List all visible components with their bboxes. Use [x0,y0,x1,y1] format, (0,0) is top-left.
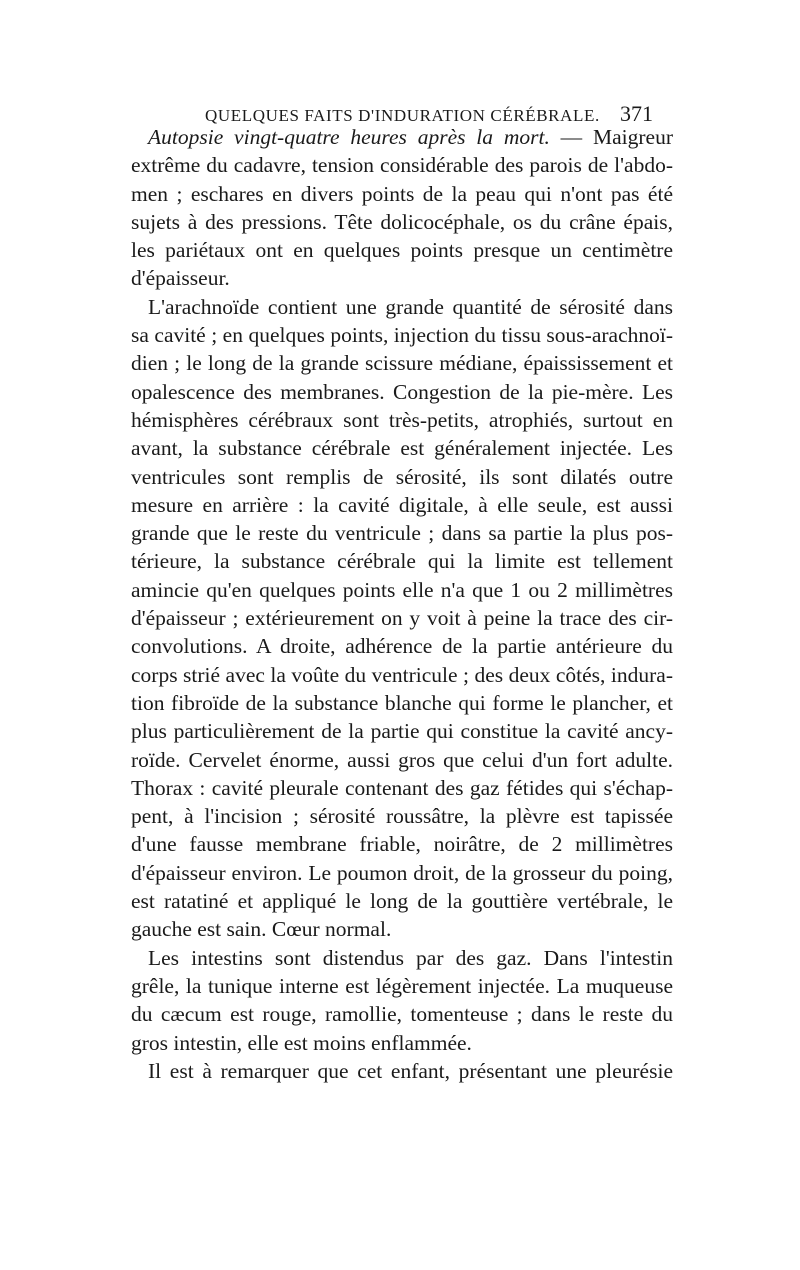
text-line: Les intestins sont distendus par des gaz. Dans l'intestin [148,945,673,970]
text-line [131,123,673,151]
text-line: roïde. Cervelet énorme, aussi gros que celui d'un fort adulte. [131,747,673,772]
text-line: convolutions. A droite, adhérence de la partie antérieure du [131,634,673,659]
text-line: d'épaisseur environ. Le poumon droit, de la grosseur du poing, [131,860,673,885]
italic-run: Autopsie vingt-quatre heures après la mort. [148,125,550,149]
text-line: d'épaisseur. [131,266,230,291]
text-line: dien ; le long de la grande scissure médiane, épaississement et [131,351,673,376]
text-line: opalescence des membranes. Congestion de la pie-mère. Les [131,379,673,404]
text-line: térieure, la substance cérébrale qui la limite est tellement [131,549,673,574]
text-line: est ratatiné et appliqué le long de la gouttière vertébrale, le [131,889,673,914]
text-line: grande que le reste du ventricule ; dans sa partie la plus pos- [131,521,673,546]
text-line: corps strié avec la voûte du ventricule ; des deux côtés, indura- [131,662,673,687]
body-text [131,123,673,1085]
text-line: hémisphères cérébraux sont très-petits, atrophiés, surtout en [131,407,673,432]
text-line: amincie qu'en quelques points elle n'a que 1 ou 2 millimètres [131,577,673,602]
text-line: ventricules sont remplis de sérosité, ils sont dilatés outre [131,464,673,489]
text-line: plus particulièrement de la partie qui constitue la cavité ancy- [131,719,673,744]
text-line: gros intestin, elle est moins enflammée. [131,1030,472,1055]
text-line: Thorax : cavité pleurale contenant des gaz fétides qui s'échap- [131,775,673,800]
text-line: les pariétaux ont en quelques points presque un centimètre [131,238,673,263]
text-line: men ; eschares en divers points de la peau qui n'ont pas été [131,181,673,206]
text-line: extrême du cadavre, tension considérable des parois de l'abdo- [131,153,673,178]
text-line: L'arachnoïde contient une grande quantité de sérosité dans [148,294,673,319]
text-line: d'une fausse membrane friable, noirâtre, de 2 millimètres [131,832,673,857]
text-line: sa cavité ; en quelques points, injection du tissu sous-arachnoï- [131,323,673,348]
text-run: — Maigreur [549,125,673,149]
text-line: du cæcum est rouge, ramollie, tomenteuse ; dans le reste du [131,1002,673,1027]
running-title: QUELQUES FAITS D'INDURATION CÉRÉBRALE. [205,106,600,125]
text-line: avant, la substance cérébrale est généralement injectée. Les [131,436,673,461]
text-line: d'épaisseur ; extérieurement on y voit à peine la trace des cir- [131,606,673,631]
page-number: 371 [620,101,653,126]
text-line: mesure en arrière : la cavité digitale, à elle seule, est aussi [131,492,673,517]
text-line: Il est à remarquer que cet enfant, présentant une pleurésie [148,1058,673,1083]
text-line: grêle, la tunique interne est légèrement injectée. La muqueuse [131,973,673,998]
text-line: tion fibroïde de la substance blanche qui forme le plancher, et [131,690,673,715]
text-line: pent, à l'incision ; sérosité roussâtre, la plèvre est tapissée [131,804,673,829]
text-line: sujets à des pressions. Tête dolicocéphale, os du crâne épais, [131,209,673,234]
text-line: gauche est sain. Cœur normal. [131,917,392,942]
